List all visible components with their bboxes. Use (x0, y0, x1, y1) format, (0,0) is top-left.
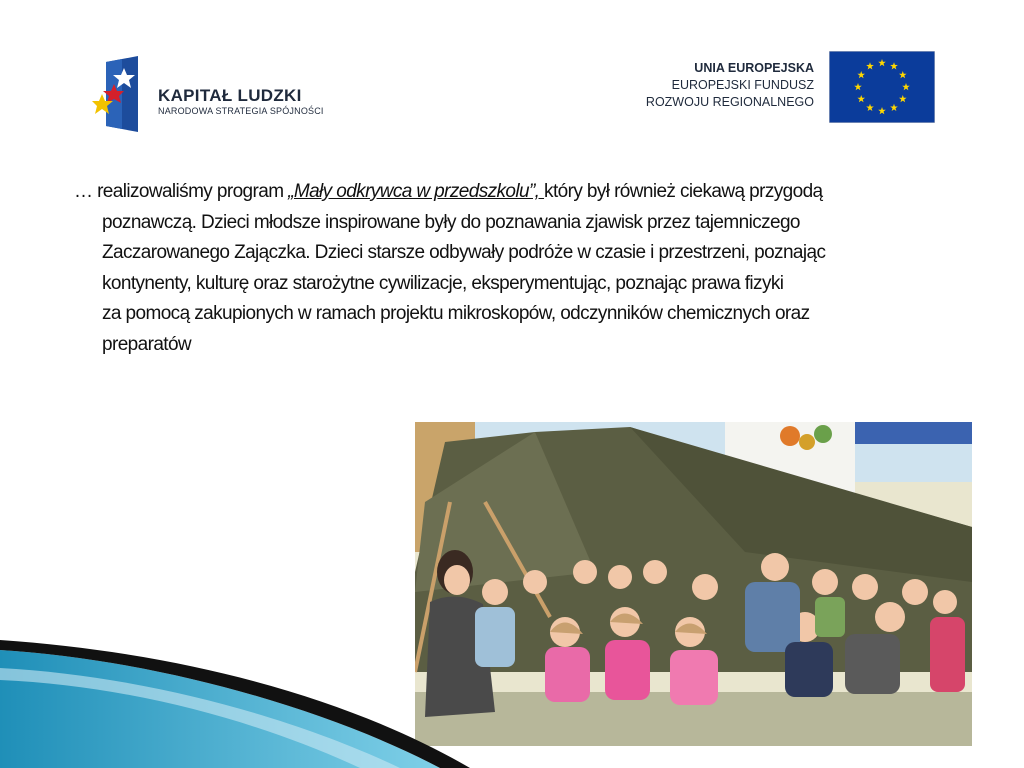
eu-line-3: ROZWOJU REGIONALNEGO (645, 95, 814, 109)
kapital-ludzki-title: KAPITAŁ LUDZKI (158, 86, 302, 105)
body-line-4: kontynenty, kulturę oraz starożytne cywilizacje, eksperymentując, poznając prawa fizyki (102, 272, 784, 294)
program-name: „Mały odkrywca w przedszkolu”, (288, 181, 545, 202)
kapital-ludzki-subtitle: NARODOWA STRATEGIA SPÓJNOŚCI (158, 106, 324, 116)
eu-flag-icon (829, 51, 935, 123)
body-line-5: za pomocą zakupionych w ramach projektu mikroskopów, odczynników chemicznych oraz (102, 303, 810, 324)
eu-line-1: UNIA EUROPEJSKA (694, 61, 814, 75)
eu-line-2: EUROPEJSKI FUNDUSZ (671, 78, 814, 92)
body-line-1-suffix: który był również ciekawą przygodą (544, 181, 823, 202)
kapital-ludzki-emblem-icon (92, 54, 142, 134)
decorative-corner-swoosh (0, 640, 580, 768)
kapital-ludzki-logo (92, 54, 352, 136)
body-paragraph (74, 177, 974, 360)
body-line-2: poznawczą. Dzieci młodsze inspirowane były do poznawania zjawisk przez tajemniczego (102, 211, 800, 233)
body-line-6: preparatów (102, 333, 192, 355)
body-line-1-prefix: … realizowaliśmy program (74, 181, 289, 202)
body-line-3: Zaczarowanego Zajączka. Dzieci starsze odbywały podróże w czasie i przestrzeni, poznając (102, 242, 826, 263)
eu-logo-text (646, 60, 814, 111)
body-line-1 (74, 177, 974, 208)
